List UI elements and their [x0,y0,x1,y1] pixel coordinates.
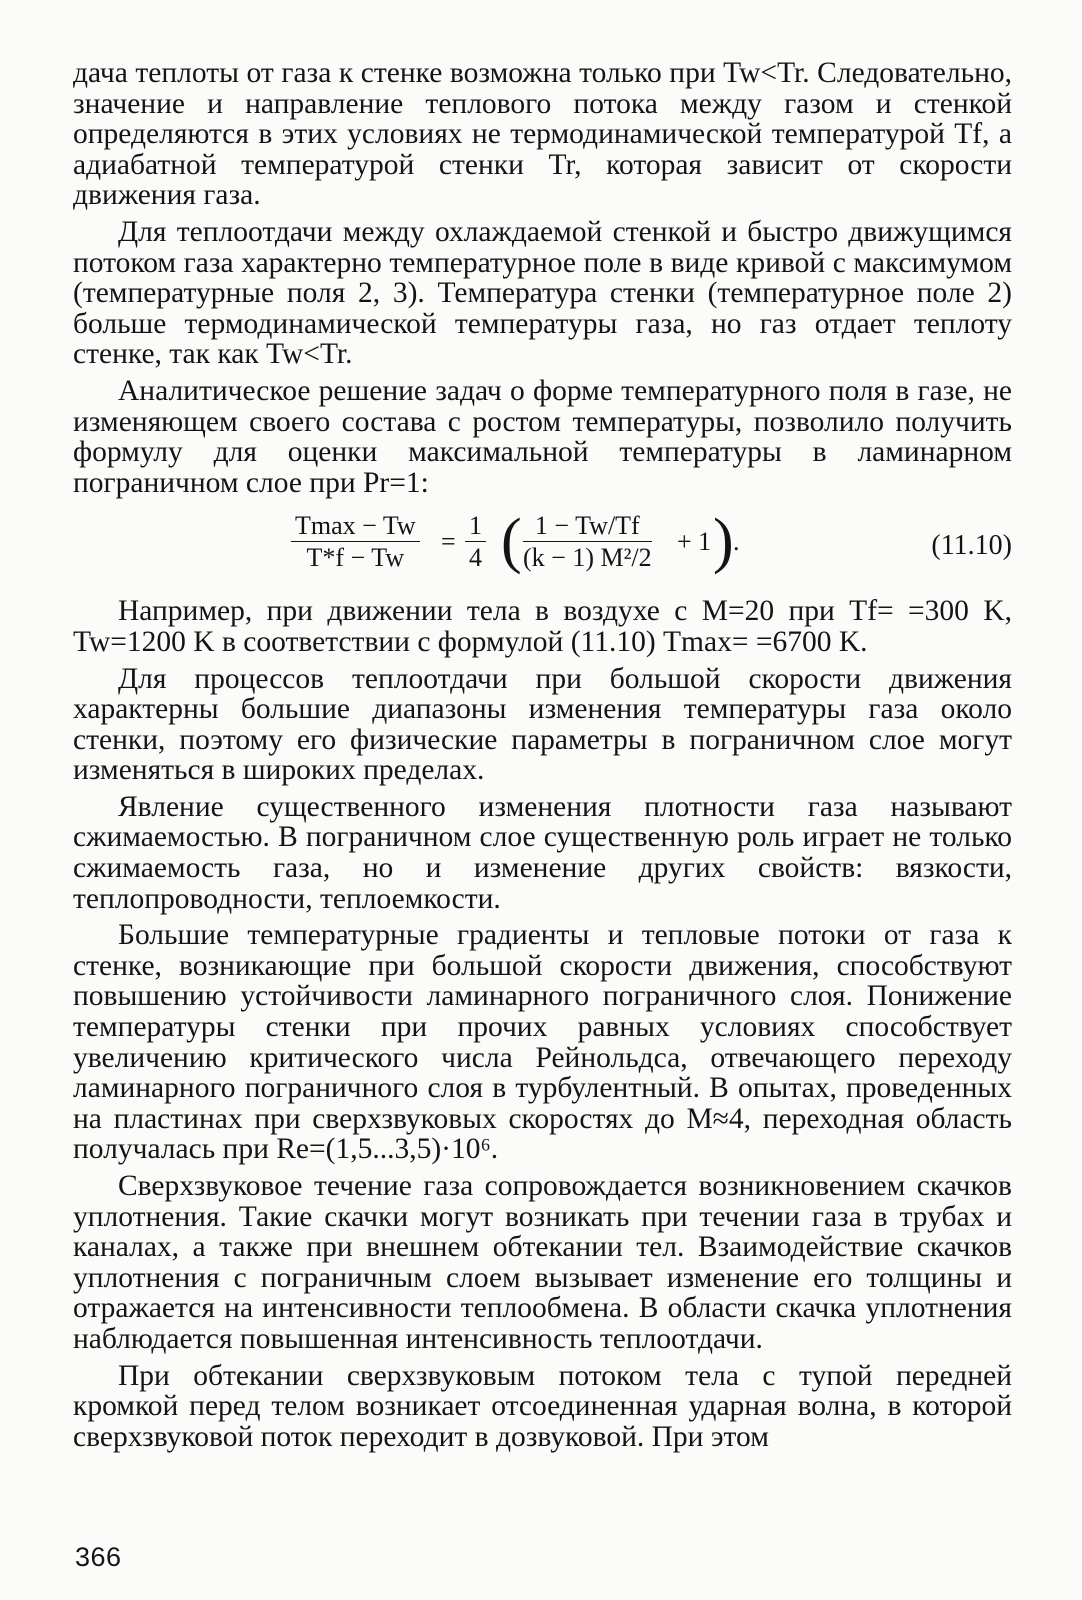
paragraph-4: Например, при движении тела в воздухе с M=20 при Tf= =300 K, Tw=1200 K в соответствии с формулой (11.10) Tmax= =6700 K. [73,595,1012,658]
formula-coef-denominator: 4 [469,543,482,573]
formula-lhs-denominator: T*f − Tw [306,543,405,573]
body-text [73,58,1012,1452]
paragraph-8: Сверхзвуковое течение газа сопровождается возникновением скачков уплотнения. Такие скачки могут возникать при течении газа в трубах и каналах, а также при внешнем обтекании тел. Взаимодействие скачков уплотнения с пограничным слоем вызывает изменение его толщины и отражается на интенсивности теплообмена. В области скачка уплотнения наблюдается повышенная интенсивность теплоотдачи. [73,1170,1012,1355]
formula-11-10 [73,508,1012,588]
formula-equals: = [441,527,456,557]
formula-inner-fraction [523,512,652,572]
paragraph-1: дача теплоты от газа к стенке возможна только при Tw<Tr. Следовательно, значение и направление теплового потока между газом и стенкой определяются в этих условиях не термодинамической температурой Tf, а адиабатной температурой стенки Tr, которая зависит от скорости движения газа. [73,57,1012,212]
paragraph-3: Аналитическое решение задач о форме температурного поля в газе, не изменяющем своего состава с ростом температуры, позволило получить формулу для оценки максимальной температуры в ламинарном пограничном слое при Pr=1: [73,374,1012,499]
page-number: 366 [75,1542,122,1572]
paragraph-9: При обтекании сверхзвуковым потоком тела с тупой передней кромкой перед телом возникает отсоединенная ударная волна, в которой сверхзвуковой поток переходит в дозвуковой. При этом [73,1359,1012,1453]
paragraph-7: Большие температурные градиенты и тепловые потоки от газа к стенке, возникающие при большой скорости движения, способствуют повышению устойчивости ламинарного пограничного слоя. Понижение температуры стенки при прочих равных условиях способствует увеличению критического числа Рейнольдса, отвечающего переходу ламинарного пограничного слоя в турбулентный. В опытах, проведенных на пластинах при сверхзвуковых скоростях до M≈4, переходная область получалась при Re=(1,5...3,5)·10⁶. [73,919,1012,1166]
formula-coef-numerator: 1 [465,512,486,542]
formula-plus-one: + 1 [677,527,712,557]
formula-right-paren: ) [713,507,734,576]
paragraph-6: Явление существенного изменения плотности газа называют сжимаемостью. В пограничном слое существенную роль играет не только сжимаемость газа, но и изменение других свойств: вязкости, теплопроводности, теплоемкости. [73,790,1012,915]
paragraph-2: Для теплоотдачи между охлаждаемой стенкой и быстро движущимся потоком газа характерно температурное поле в виде кривой с максимумом (температурные поля 2, 3). Температура стенки (температурное поле 2) больше термодинамической температуры газа, но газ отдает теплоту стенке, так как Tw<Tr. [73,215,1012,371]
formula-left-paren: ( [501,507,522,576]
formula-period: . [733,527,740,557]
formula-inner-denominator: (k − 1) M²/2 [523,543,652,573]
formula-inner-numerator: 1 − Tw/Tf [523,512,652,542]
paragraph-5: Для процессов теплоотдачи при большой скорости движения характерны большие диапазоны изменения температуры газа около стенки, поэтому его физические параметры в пограничном слое могут изменяться в широких пределах. [73,662,1012,787]
formula-number: (11.10) [931,530,1012,562]
formula-lhs-numerator: Tmax − Tw [291,512,420,542]
formula-lhs-fraction [291,512,420,572]
formula-coefficient [465,512,486,572]
